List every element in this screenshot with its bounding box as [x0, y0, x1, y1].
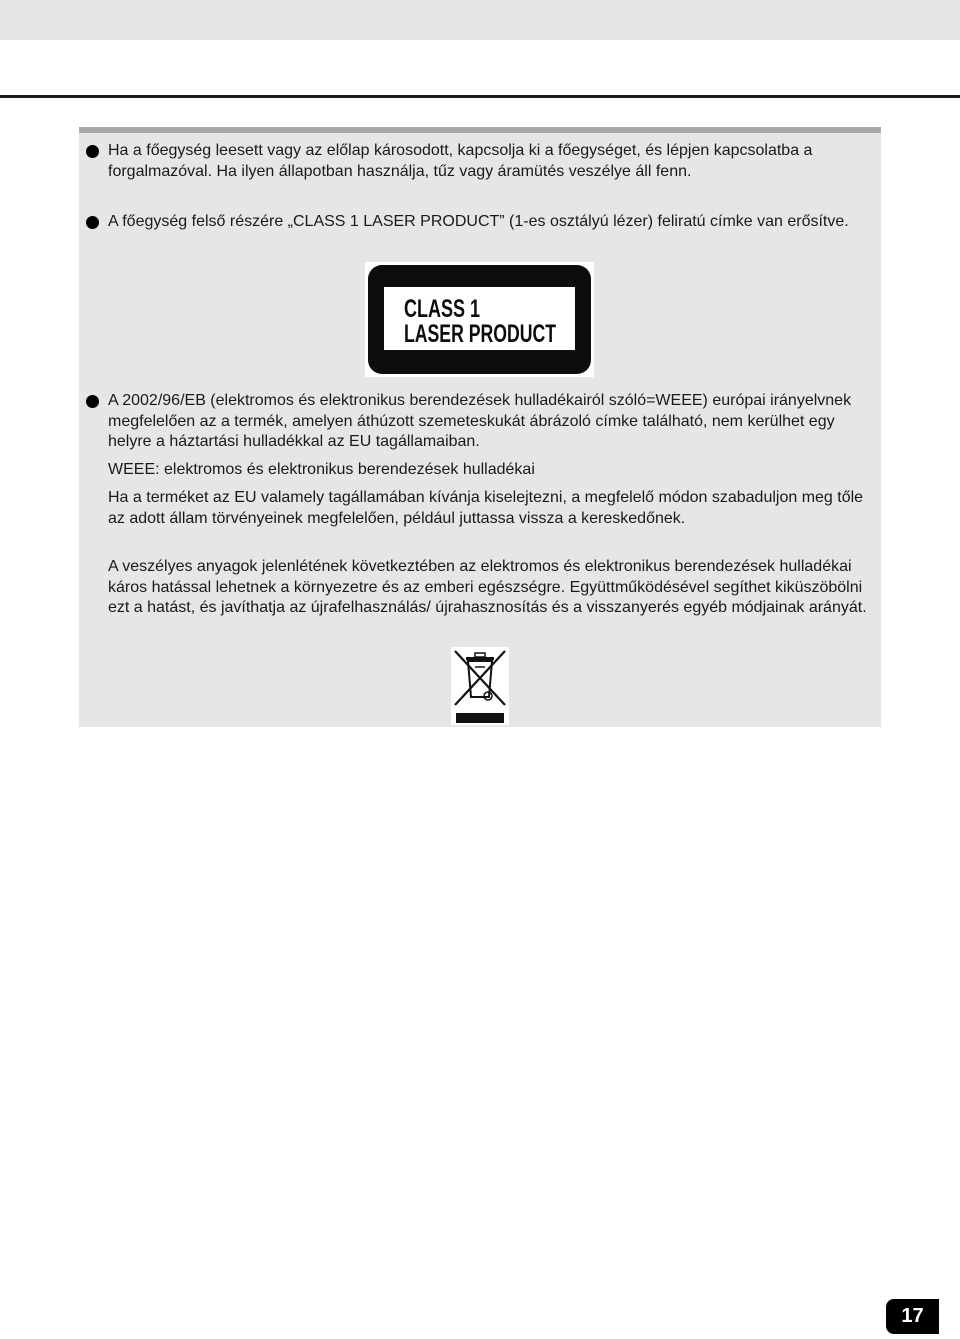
bullet-text-laser-label: A főegység felső részére „CLASS 1 LASER PRODUCT” (1-es osztályú lézer) feliratú címke van erősítve.	[108, 213, 849, 230]
header-band	[0, 0, 960, 40]
bullet-icon	[86, 145, 99, 158]
class1-laser-product-label	[365, 262, 594, 377]
page-number: 17	[901, 1305, 924, 1327]
weee-definition: WEEE: elektromos és elektronikus berendezések hulladékai	[108, 461, 535, 478]
bullet-text-damage-warning: Ha a főegység leesett vagy az előlap károsodott, kapcsolja ki a főegységet, és lépjen kapcsolatba a forgalmazóval. Ha ilyen állapotban használja, tűz vagy áramütés veszélye áll fenn.	[108, 142, 813, 180]
bullet-icon	[86, 395, 99, 408]
safety-notice-panel	[79, 127, 881, 727]
crossed-out-wheelie-bin-icon	[451, 647, 509, 725]
laser-label-line2: LASER PRODUCT	[404, 320, 556, 348]
disposal-instruction: Ha a terméket az EU valamely tagállamában kívánja kiselejtezni, a megfelelő módon szabaduljon meg tőle az adott állam törvényeinek megfelelően, például juttassa vissza a kereskedőnek.	[108, 489, 864, 527]
laser-label-line1: CLASS 1	[404, 295, 481, 323]
bullet-icon	[86, 216, 99, 229]
page-number-tab	[886, 1299, 939, 1334]
hazard-paragraph: A veszélyes anyagok jelenlétének következtében az elektromos és elektronikus berendezések hulladékai káros hatással lehetnek a környezetre és az emberi egészségre. Együttműködésével segíthet kiküszöbölni ezt a hatást, és javíthatja az újrafelhasználás/ újrahasznosítás és a visszanyerés egyéb módjainak arányát.	[108, 558, 867, 616]
header-rule	[0, 95, 960, 98]
bullet-text-weee-directive: A 2002/96/EB (elektromos és elektronikus berendezések hulladékairól szóló=WEEE) európai irányelvnek megfelelően az a termék, amelyen áthúzott szemeteskukát ábrázoló címke található, nem kerülhet egy helyre a háztartási hulladékkal az EU tagállamaiban.	[108, 392, 852, 450]
